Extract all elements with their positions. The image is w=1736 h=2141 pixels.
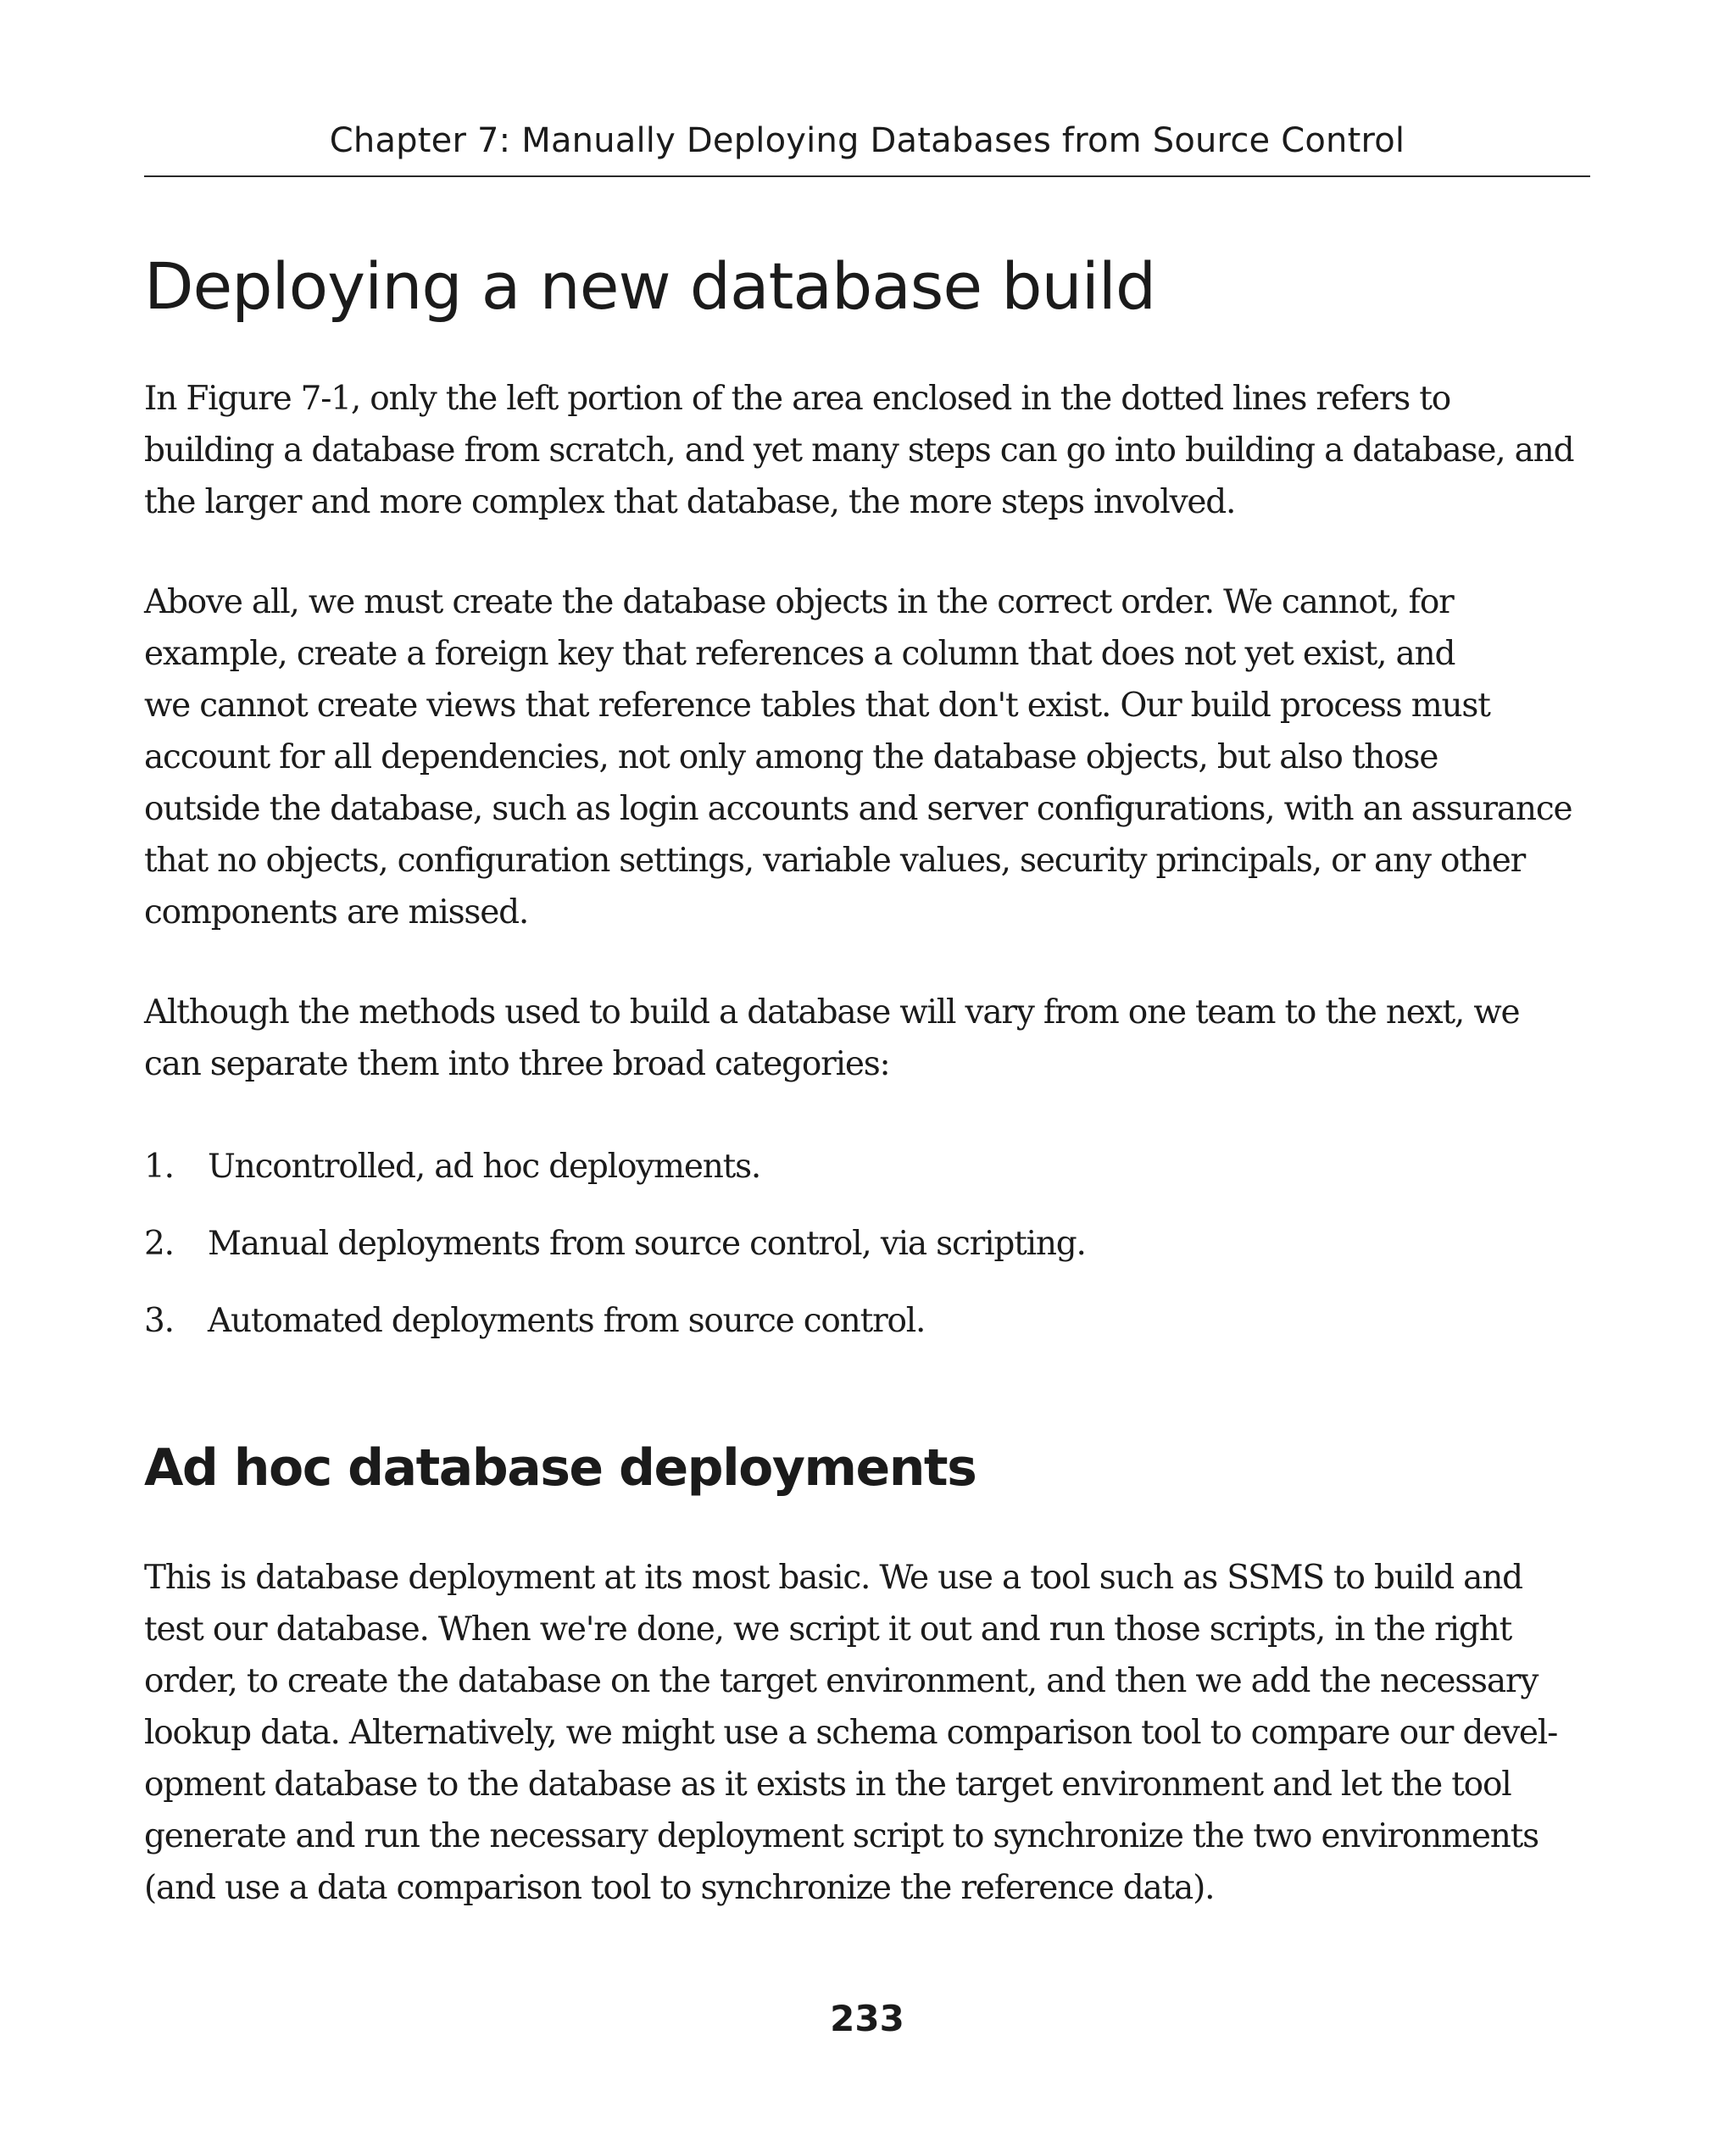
paragraph-line: lookup data. Alternatively, we might use a schema comparison tool to compare our devel-: [144, 1714, 1558, 1752]
paragraph-3: [144, 987, 1590, 1090]
list-item-number: 3.: [144, 1302, 174, 1340]
header-divider: [144, 175, 1590, 177]
running-header: Chapter 7: Manually Deploying Databases from Source Control: [329, 121, 1405, 160]
list-item-text: Manual deployments from source control, via scripting.: [208, 1225, 1086, 1263]
list-item: [144, 1141, 1590, 1218]
paragraph-line: In Figure 7-1, only the left portion of the area enclosed in the dotted lines refers to: [144, 380, 1451, 418]
paragraph-line: test our database. When we're done, we script it out and run those scripts, in the right: [144, 1610, 1512, 1649]
paragraph-line: account for all dependencies, not only among the database objects, but also those: [144, 738, 1438, 776]
paragraph-line: we cannot create views that reference tables that don't exist. Our build process must: [144, 687, 1490, 725]
list-item: [144, 1218, 1590, 1295]
paragraph-line: (and use a data comparison tool to synchronize the reference data).: [144, 1869, 1215, 1907]
paragraph-line: can separate them into three broad categories:: [144, 1045, 890, 1083]
subsection-title: Ad hoc database deployments: [144, 1438, 976, 1498]
paragraph-line: Above all, we must create the database objects in the correct order. We cannot, for: [144, 583, 1454, 621]
book-page: [144, 0, 1590, 2141]
paragraph-line: Although the methods used to build a database will vary from one team to the next, we: [144, 993, 1520, 1032]
list-item-number: 1.: [144, 1148, 174, 1186]
paragraph-4: [144, 1552, 1590, 1914]
paragraph-line: This is database deployment at its most basic. We use a tool such as SSMS to build and: [144, 1559, 1522, 1597]
paragraph-line: components are missed.: [144, 893, 529, 931]
paragraph-line: the larger and more complex that database, the more steps involved.: [144, 483, 1236, 521]
paragraph-line: that no objects, configuration settings, variable values, security principals, or any other: [144, 842, 1526, 880]
list-item-number: 2.: [144, 1225, 174, 1263]
paragraph-2: [144, 576, 1590, 938]
list-item-text: Uncontrolled, ad hoc deployments.: [208, 1148, 761, 1186]
paragraph-line: building a database from scratch, and yet many steps can go into building a database, and: [144, 431, 1574, 470]
numbered-list: [144, 1141, 1590, 1372]
paragraph-line: order, to create the database on the target environment, and then we add the necessary: [144, 1662, 1538, 1700]
paragraph-line: opment database to the database as it exists in the target environment and let the tool: [144, 1766, 1511, 1804]
paragraph-line: outside the database, such as login accounts and server configurations, with an assurance: [144, 790, 1572, 828]
paragraph-1: [144, 373, 1590, 528]
list-item-text: Automated deployments from source control.: [208, 1302, 926, 1340]
list-item: [144, 1295, 1590, 1372]
paragraph-line: generate and run the necessary deployment script to synchronize the two environments: [144, 1817, 1538, 1855]
paragraph-line: example, create a foreign key that references a column that does not yet exist, and: [144, 635, 1455, 673]
section-title: Deploying a new database build: [144, 248, 1156, 324]
page-number: 233: [830, 1998, 904, 2039]
